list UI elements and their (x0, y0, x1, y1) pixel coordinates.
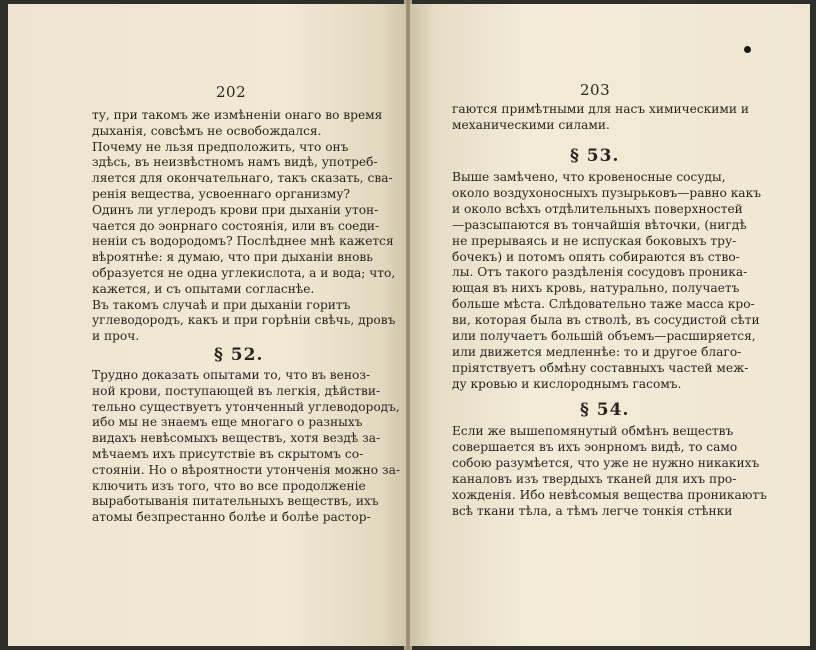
text-line: ной крови, поступающей въ легкія, дѣйстви- (92, 383, 381, 398)
text-line: Трудно доказать опытами то, что въ венoз- (92, 368, 371, 382)
text-line: около воздухоносныхъ пузырьковъ—равно какъ (452, 185, 761, 200)
ink-spot (744, 46, 751, 53)
text-line: ду кровью и кислороднымъ гасомъ. (452, 376, 682, 391)
text-line: вѣроятнѣе: я думаю, что при дыханіи вновь (92, 250, 373, 265)
text-line: гаются примѣтными для насъ химическими и (452, 102, 749, 116)
text-line: не прерываясь и не испуская боковыхъ тру- (452, 233, 737, 248)
text-line: углеводородъ, какъ и при горѣніи свѣчь, дровъ (92, 313, 396, 328)
text-line: атомы безпрестанно болѣе и болѣе растор- (92, 510, 371, 525)
text-line: и около всѣхъ отдѣлительныхъ поверхностей (452, 201, 743, 216)
section-heading: § 54. (580, 400, 630, 420)
text-line: ющая въ нихъ кровь, натурально, получаетъ (452, 281, 740, 296)
text-line: больше мѣста. Слѣдовательно таже масса кро- (452, 297, 755, 312)
right-page (410, 4, 810, 646)
text-line: тельно существуетъ утонченный углеводородъ, (92, 399, 400, 414)
text-line: ви, которая была въ стволѣ, въ сосудистой сѣти (452, 313, 760, 328)
text-line: ту, при такомъ же измѣненіи онаго во время (92, 108, 383, 122)
text-line: совершается въ ихъ эонрномъ видѣ, то само (452, 440, 738, 454)
text-line: Выше замѣчено, что кровеносные сосуды, (452, 170, 726, 184)
text-line: ренія вещества, усвоеннаго организму? (92, 187, 351, 201)
section-heading: § 53. (570, 146, 620, 166)
text-line: Въ такомъ случаѣ и при дыханіи горитъ (92, 297, 351, 312)
text-line: видахъ невѣсомыхъ веществъ, хотя вездѣ за- (92, 431, 381, 446)
text-line: всѣ ткани тѣла, а тѣмъ легче тонкія стѣнки (452, 504, 733, 518)
text-line: мѣчаемъ ихъ присутствіе въ скрытомъ со- (92, 447, 364, 461)
text-line: и проч. (92, 329, 140, 344)
text-line: выработыванія питательныхъ веществъ, ихъ (92, 494, 379, 509)
page-number: 202 (216, 83, 247, 101)
text-line: —разсыпаются въ тончайшія вѣточки, (нигдѣ (452, 217, 747, 232)
text-line: собою разумѣется, что уже не нужно никакихъ (452, 456, 760, 470)
text-line: стояніи. Но о вѣроятности утонченія можно за- (92, 462, 400, 477)
text-line: хожденія. Ибо невѣсомыя вещества проникаютъ (452, 488, 767, 502)
text-line: Одинъ ли углеродъ крови при дыханіи утон- (92, 202, 379, 217)
text-line: лы. Отъ такого раздѣленія сосудовъ проника- (452, 265, 748, 280)
text-line: ляется для окончательнаго, такъ сказать, сва- (92, 171, 393, 186)
text-line: или движется медленнѣе: то и другое благо- (452, 344, 742, 359)
text-line: или получаетъ большій объемъ—расширяется, (452, 329, 756, 343)
text-line: здѣсь, въ неизвѣстномъ намъ видѣ, употреб- (92, 155, 378, 170)
text-line: дыханія, совсѣмъ не освобождался. (92, 123, 322, 138)
text-line: Если же вышепомянутый обмѣнъ веществъ (452, 424, 734, 438)
text-line: кажется, и съ опытами согласнѣе. (92, 281, 315, 296)
text-line: бочекъ) и потомъ опять собираются въ ство- (452, 249, 740, 264)
text-line: образуется не одна углекислота, а и вода; что, (92, 266, 396, 280)
text-line: ибо мы не знаемъ еще многаго о разныхъ (92, 415, 363, 430)
section-heading: § 52. (214, 345, 264, 365)
text-line: каналовъ изъ твердыхъ тканей для ихъ про- (452, 472, 737, 486)
page-number: 203 (580, 81, 611, 99)
text-line: пріятствуетъ обмѣну составныхъ частей меж- (452, 360, 749, 375)
text-line: чается до эонрнаго состоянія, или въ соеди- (92, 218, 380, 233)
text-line: ключить изъ того, что во все продолженіе (92, 478, 366, 493)
text-line: неніи съ водородомъ? Послѣднее мнѣ кажется (92, 234, 394, 249)
text-line: Почему не льзя предположить, что онъ (92, 139, 349, 154)
text-line: механическими силами. (452, 118, 610, 132)
left-page (8, 4, 406, 646)
